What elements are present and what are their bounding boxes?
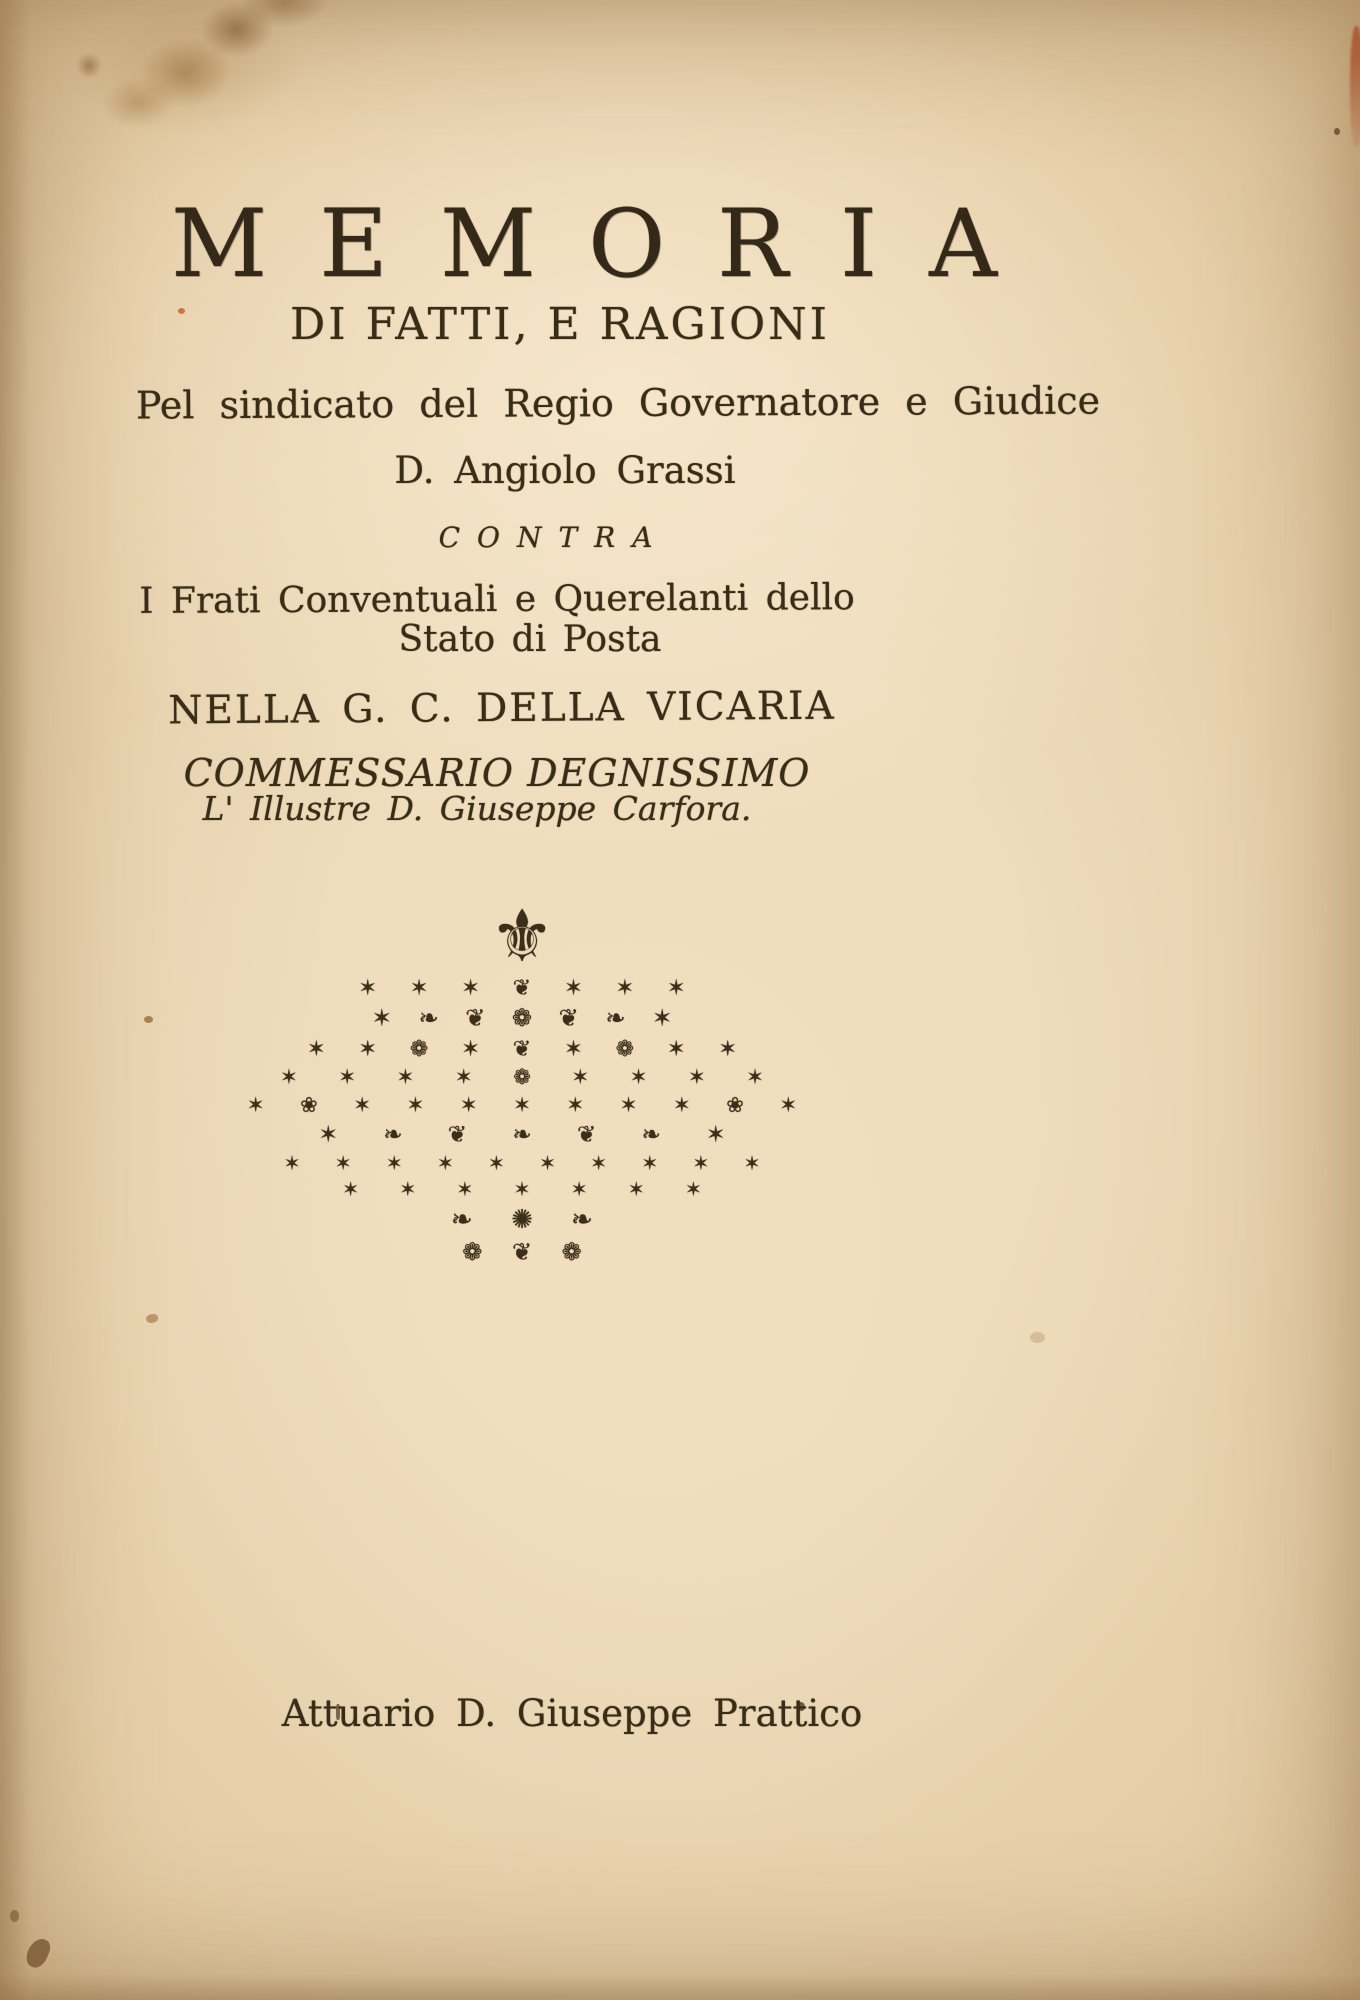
ornament-row: ✶ ✶ ✶ ✶ ✶ ✶ ✶ xyxy=(342,1177,702,1202)
ornament-row: ✶ ❀ ✶ ✶ ✶ ✶ ✶ ✶ ✶ ❀ ✶ xyxy=(246,1092,798,1117)
ornament-row: ✶ ❧ ❦ ❧ ❦ ❧ ✶ xyxy=(318,1121,726,1148)
ornament-row: ✶ ✶ ✶ ✶ ✶ ✶ ✶ ✶ ✶ ✶ xyxy=(283,1150,761,1175)
page-edge-shadow-left xyxy=(0,0,30,2000)
plaintiffs-line-2: Stato di Posta xyxy=(398,619,662,660)
page-title: MEMORIA xyxy=(171,190,1049,299)
actuary-line: Attuario D. Giuseppe Prattico xyxy=(281,1692,863,1735)
court-line: NELLA G. C. DELLA VICARIA xyxy=(168,683,836,734)
foxing-speck xyxy=(1030,1332,1045,1343)
case-description-line: Pel sindicato del Regio Governatore e Giudice xyxy=(135,378,1101,428)
ornament-row: ✶ ✶ ✶ ✶ ❁ ✶ ✶ ✶ ✶ xyxy=(280,1065,764,1090)
printer-ornament xyxy=(0,894,1202,1269)
ornament-row: ✶ ✶ ✶ ❦ ✶ ✶ ✶ xyxy=(358,976,686,1002)
plaintiffs-line-1: I Frati Conventuali e Querelanti dello xyxy=(139,577,855,622)
ornament-row: ✶ ❧ ❦ ❁ ❦ ❧ ✶ xyxy=(371,1004,673,1033)
water-stain xyxy=(22,0,434,182)
page-subtitle: DI FATTI, E RAGIONI xyxy=(289,299,831,350)
foxing-speck xyxy=(1334,128,1340,135)
ornament-row: ❧ ✺ ❧ xyxy=(451,1204,593,1235)
fore-edge-red-mark xyxy=(1350,26,1360,146)
defendant-name: D. Angiolo Grassi xyxy=(394,449,736,492)
page-edge-shadow-bottom xyxy=(0,1974,1360,2000)
fleur-de-lis-icon: ⚜ xyxy=(489,894,555,978)
ornament-row: ❁ ❦ ❁ xyxy=(462,1238,582,1267)
commissioner-name: L' Illustre D. Giuseppe Carfora. xyxy=(202,789,752,828)
versus-word: CONTRA xyxy=(438,521,670,554)
commissioner-title: COMMESSARIO DEGNISSIMO xyxy=(183,751,811,795)
foxing-speck xyxy=(146,1314,158,1323)
ornament-row: ✶ ✶ ❁ ✶ ❦ ✶ ❁ ✶ ✶ xyxy=(307,1037,737,1063)
